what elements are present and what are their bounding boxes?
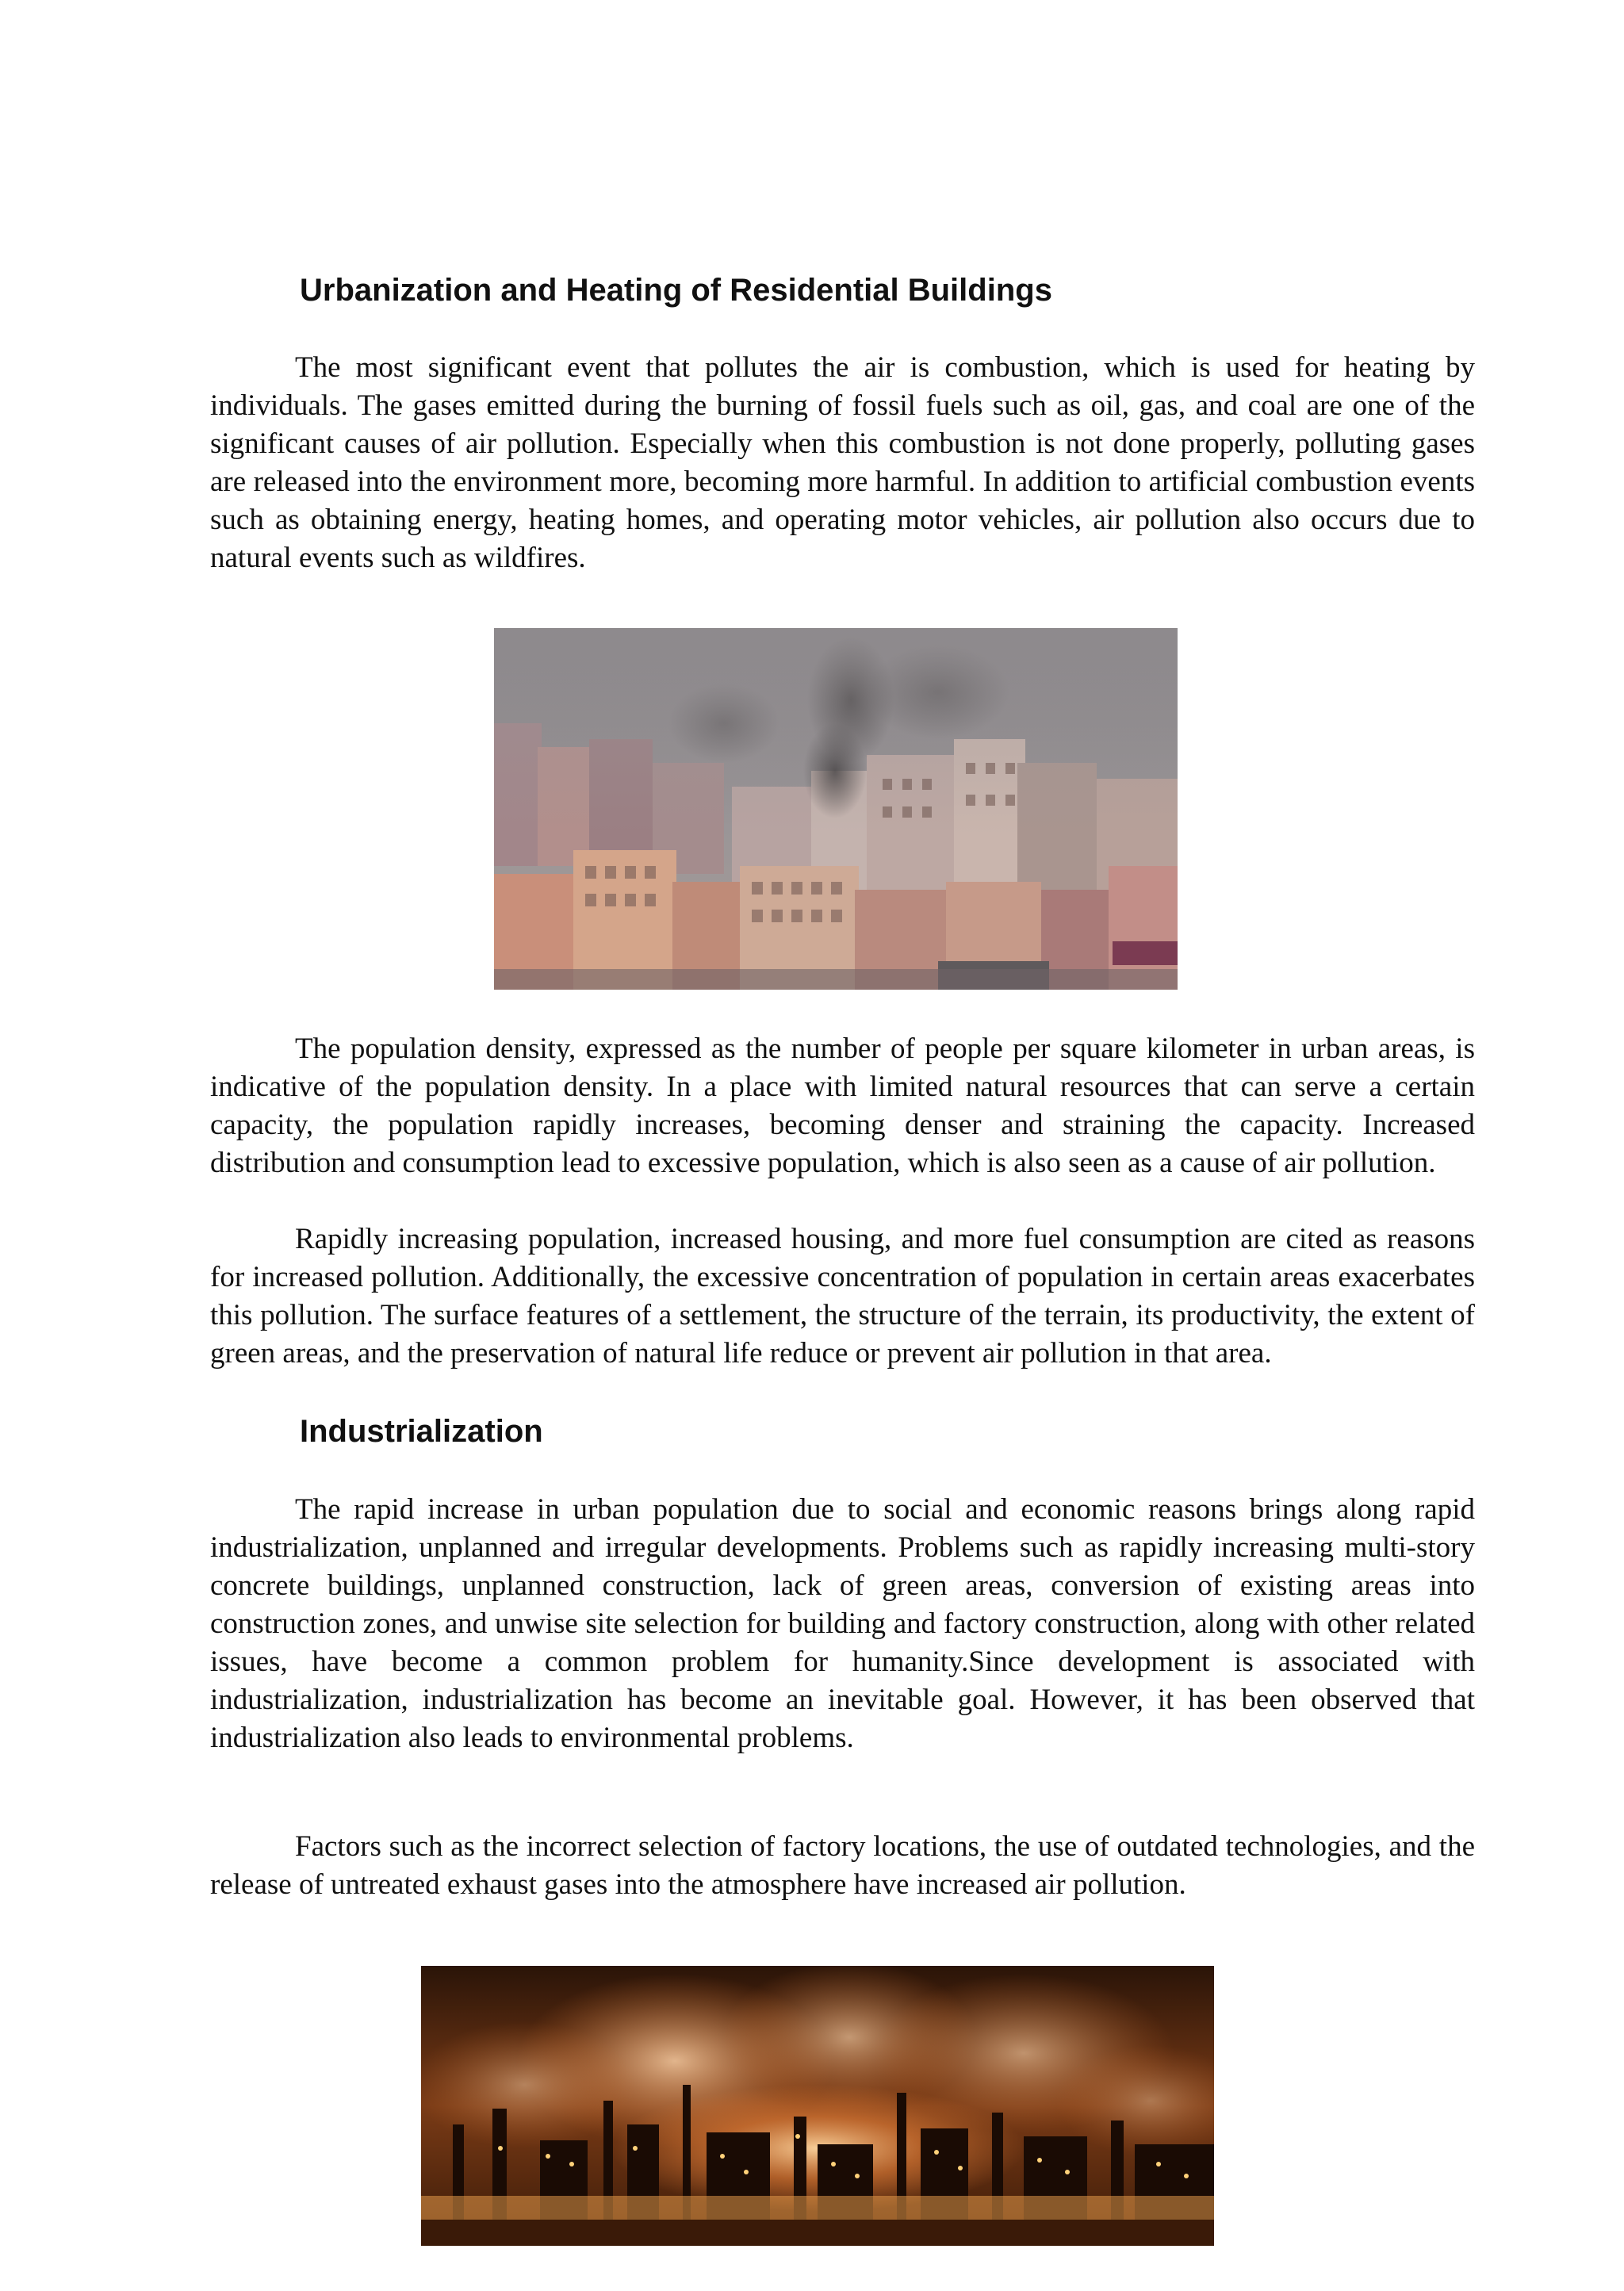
paragraph-factory-factors: Factors such as the incorrect selection of factory locations, the use of outdated technologies, and the release of untreated exhaust gases into the atmosphere have increased air pollution. bbox=[210, 1830, 1475, 1901]
paragraph-population-density: The population density, expressed as the number of people per square kilometer in urban areas, is indicative of the population density. In a place with limited natural resources that can serve a certain capacity, the population rapidly increases, becoming denser and straining the capacity. Increased distribution and consumption lead to excessive population, which is also seen as a cause of air pollution. bbox=[210, 1032, 1475, 1179]
paragraph-rapid-population: Rapidly increasing population, increased housing, and more fuel consumption are cited as reasons for increased pollution. Additionally, the excessive concentration of population in certain areas exacerbates this pollution. The surface features of a settlement, the structure of the terrain, its productivity, the extent of green areas, and the preservation of natural life reduce or prevent air pollution in that area. bbox=[210, 1223, 1475, 1370]
smoggy-city-illustration bbox=[494, 628, 1178, 990]
section-heading-industrialization: Industrialization bbox=[300, 1414, 543, 1449]
paragraph-combustion: The most significant event that pollutes the air is combustion, which is used for heating by individuals. The gases emitted during the burning of fossil fuels such as oil, gas, and coal are one of the significant causes of air pollution. Especially when this combustion is not done properly, polluting gases are released into the environment more, becoming more harmful. In addition to artificial combustion events such as obtaining energy, heating homes, and operating motor vehicles, air pollution also occurs due to natural events such as wildfires. bbox=[210, 351, 1475, 574]
smoggy-city-photo bbox=[494, 628, 1178, 990]
paragraph-urban-industrialization: The rapid increase in urban population due to social and economic reasons brings along rapid industrialization, unplanned and irregular developments. Problems such as rapidly increasing multi-story concrete buildings, unplanned construction, lack of green areas, conversion of existing areas into construction zones, and unwise site selection for building and factory construction, along with other related issues, have become a common problem for humanity.Since development is associated with industrialization, industrialization has become an inevitable goal. However, it has been observed that industrialization also leads to environmental problems. bbox=[210, 1493, 1475, 1754]
industrial-pollution-photo bbox=[421, 1966, 1214, 2246]
industrial-pollution-illustration bbox=[421, 1966, 1214, 2246]
section-heading-urbanization: Urbanization and Heating of Residential Buildings bbox=[300, 273, 1052, 308]
